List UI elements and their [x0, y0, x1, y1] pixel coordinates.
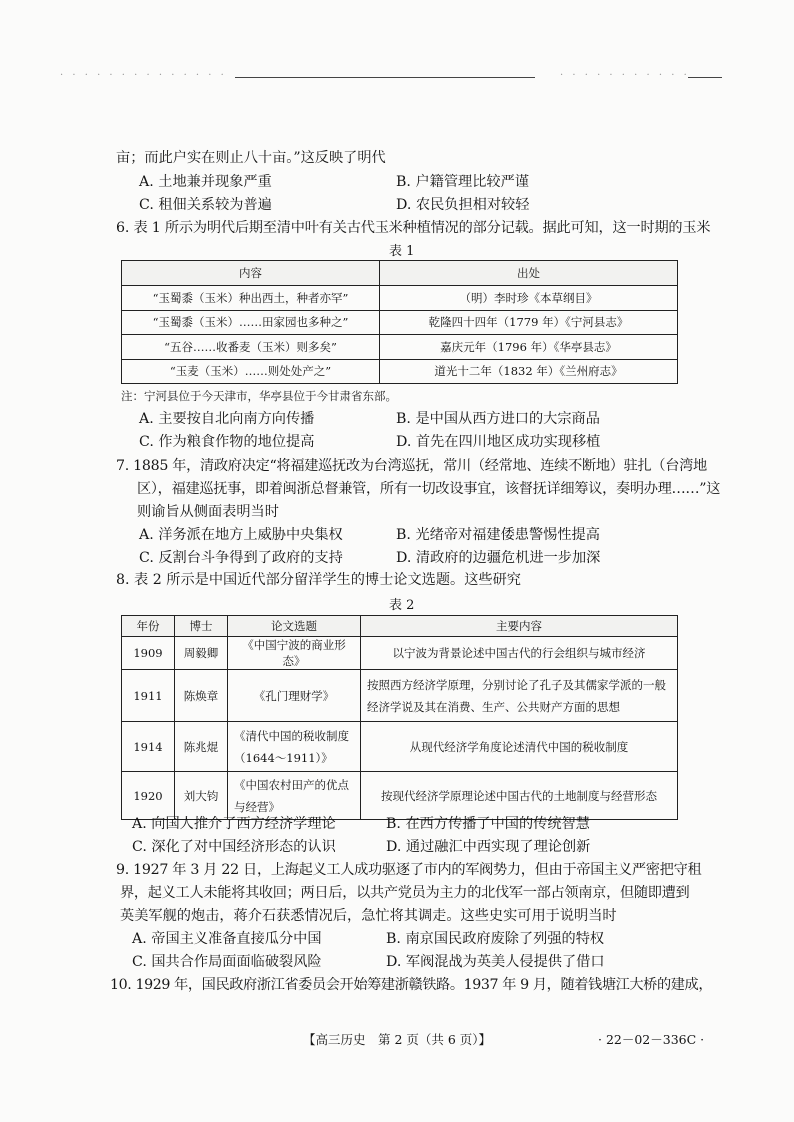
table2-header-year: 年份	[122, 616, 175, 637]
q5-option-c[interactable]: C. 租佃关系较为普遍	[139, 197, 272, 213]
table2-cell-year: 1911	[122, 670, 175, 722]
q7-option-c[interactable]: C. 反割台斗争得到了政府的支持	[139, 550, 343, 566]
q9-option-d[interactable]: D. 军阀混战为英美人侵提供了借口	[386, 954, 605, 970]
q6-option-d[interactable]: D. 首先在四川地区成功实现移植	[396, 434, 601, 450]
table1-cell-source: 嘉庆元年（1796 年）《华亭县志》	[380, 335, 678, 360]
table1-cell-content: “玉蜀黍（玉米）种出西土，种者亦罕”	[122, 286, 380, 311]
q9-stem-line3: 英美军舰的炮击，蒋介石获悉情况后，急忙将其调走。这些史实可用于说明当时	[120, 908, 617, 924]
table1-header-row	[122, 261, 678, 286]
table2-cell-topic: 《中国宁波的商业形态》	[228, 637, 361, 670]
q9-option-b[interactable]: B. 南京国民政府废除了列强的特权	[386, 931, 605, 947]
q8-stem: 8. 表 2 所示是中国近代部分留洋学生的博士论文选题。这些研究	[116, 572, 521, 588]
q6-stem: 6. 表 1 所示为明代后期至清中叶有关古代玉米种植情况的部分记载。据此可知，这一时期的玉米	[116, 220, 711, 236]
q9-option-a[interactable]: A. 帝国主义准备直接瓜分中国	[132, 931, 322, 947]
q6-option-b[interactable]: B. 是中国从西方进口的大宗商品	[396, 411, 600, 427]
q5-option-a[interactable]: A. 土地兼并现象严重	[139, 174, 272, 190]
q6-option-c[interactable]: C. 作为粮食作物的地位提高	[139, 434, 315, 450]
q5-option-b[interactable]: B. 户籍管理比较严谨	[396, 174, 529, 190]
q8-option-b[interactable]: B. 在西方传播了中国的传统智慧	[386, 816, 590, 832]
table2-cell-content: 从现代经济学角度论述清代中国的税收制度	[361, 722, 678, 772]
table-row	[122, 359, 678, 384]
table1-cell-content: “五谷……收番麦（玉米）则多矣”	[122, 335, 380, 360]
table2-cell-content: 按照西方经济学原理，分别讨论了孔子及其儒家学派的一般经济学说及其在消费、生产、公共财产方面的思想	[361, 670, 678, 722]
q7-stem-line2: 区），福建巡抚事，即着闽浙总督兼管，所有一切改设事宜，该督抚详细筹议，奏明办理……”这	[137, 481, 721, 497]
table2-cell-year: 1920	[122, 772, 175, 820]
q7-option-b[interactable]: B. 光绪帝对福建倭患警惕性提高	[396, 527, 600, 543]
table2-cell-topic: 《中国农村田产的优点与经营》	[228, 772, 361, 820]
table1-note: 注：宁河县位于今天津市，华亭县位于今甘肃省东部。	[121, 389, 397, 403]
q7-stem-line1: 7. 1885 年，清政府决定“将福建巡抚改为台湾巡抚，常川（经常地、连续不断地）驻扎（台湾地	[116, 458, 707, 474]
table1-header-content: 内容	[122, 261, 380, 286]
table2-cell-name: 陈焕章	[175, 670, 228, 722]
q5-option-d[interactable]: D. 农民负担相对较轻	[396, 197, 530, 213]
table2-cell-content: 按现代经济学原理论述中国古代的土地制度与经营形态	[361, 772, 678, 820]
table1-cell-source: 道光十二年（1832 年）《兰州府志》	[380, 359, 678, 384]
table2-cell-year: 1909	[122, 637, 175, 670]
table2-header-name: 博士	[175, 616, 228, 637]
table-row	[122, 310, 678, 335]
table1	[121, 260, 678, 384]
table2	[121, 615, 678, 820]
q9-stem-line1: 9. 1927 年 3 月 22 日，上海起义工人成功驱逐了市内的军阀势力，但由于帝国主义严密把守租	[116, 862, 702, 878]
table2-cell-name: 周毅卿	[175, 637, 228, 670]
q6-option-a[interactable]: A. 主要按自北向南方向传播	[139, 411, 315, 427]
q5-stem-tail: 亩；而此户实在则止八十亩。”这反映了明代	[116, 150, 386, 166]
q8-option-a[interactable]: A. 向国人推介了西方经济学理论	[132, 816, 336, 832]
q9-stem-line2: 界，起义工人未能将其收回；两日后，以共产党员为主力的北伐军一部占领南京，但随即遭到	[120, 885, 690, 901]
table1-cell-content: “玉蜀黍（玉米）……田家园也多种之”	[122, 310, 380, 335]
table-row	[122, 286, 678, 311]
scan-marks-left: · · · · · · · · · · · · · ·	[60, 70, 227, 81]
table2-header-topic: 论文选题	[228, 616, 361, 637]
scan-marks-right: · · · · · · · · · · ·	[560, 70, 690, 81]
header-rule-right	[688, 77, 722, 78]
table-row	[122, 670, 678, 722]
table-row	[122, 637, 678, 670]
q9-option-c[interactable]: C. 国共合作局面面临破裂风险	[132, 954, 322, 970]
q7-stem-line3: 则谕旨从侧面表明当时	[137, 504, 279, 520]
q8-option-c[interactable]: C. 深化了对中国经济形态的认识	[132, 839, 336, 855]
table2-cell-name: 刘大钧	[175, 772, 228, 820]
table2-header-content: 主要内容	[361, 616, 678, 637]
table-row	[122, 335, 678, 360]
table-row	[122, 722, 678, 772]
table-row	[122, 772, 678, 820]
table1-cell-source: 乾隆四十四年（1779 年）《宁河县志》	[380, 310, 678, 335]
paper-code: · 22－02－336C ·	[598, 1032, 705, 1047]
q7-option-a[interactable]: A. 洋务派在地方上威胁中央集权	[139, 527, 343, 543]
table2-header-row	[122, 616, 678, 637]
header-rule	[235, 77, 535, 78]
q7-option-d[interactable]: D. 清政府的边疆危机进一步加深	[396, 550, 601, 566]
table1-cell-content: “玉麦（玉米）……则处处产之”	[122, 359, 380, 384]
q8-option-d[interactable]: D. 通过融汇中西实现了理论创新	[386, 839, 591, 855]
table1-caption: 表 1	[389, 244, 415, 259]
q10-stem-line1: 10. 1929 年，国民政府浙江省委员会开始筹建浙赣铁路。1937 年 9 月，随着钱塘江大桥的建成，	[110, 977, 713, 993]
table1-cell-source: （明）李时珍《本草纲目》	[380, 286, 678, 311]
table2-cell-year: 1914	[122, 722, 175, 772]
table2-cell-name: 陈兆焜	[175, 722, 228, 772]
table2-cell-topic: 《清代中国的税收制度（1644～1911）》	[228, 722, 361, 772]
page-number-label: 【高三历史 第 2 页（共 6 页）】	[303, 1032, 492, 1047]
table1-header-source: 出处	[380, 261, 678, 286]
table2-cell-content: 以宁波为背景论述中国古代的行会组织与城市经济	[361, 637, 678, 670]
table2-cell-topic: 《孔门理财学》	[228, 670, 361, 722]
table2-caption: 表 2	[389, 598, 415, 613]
